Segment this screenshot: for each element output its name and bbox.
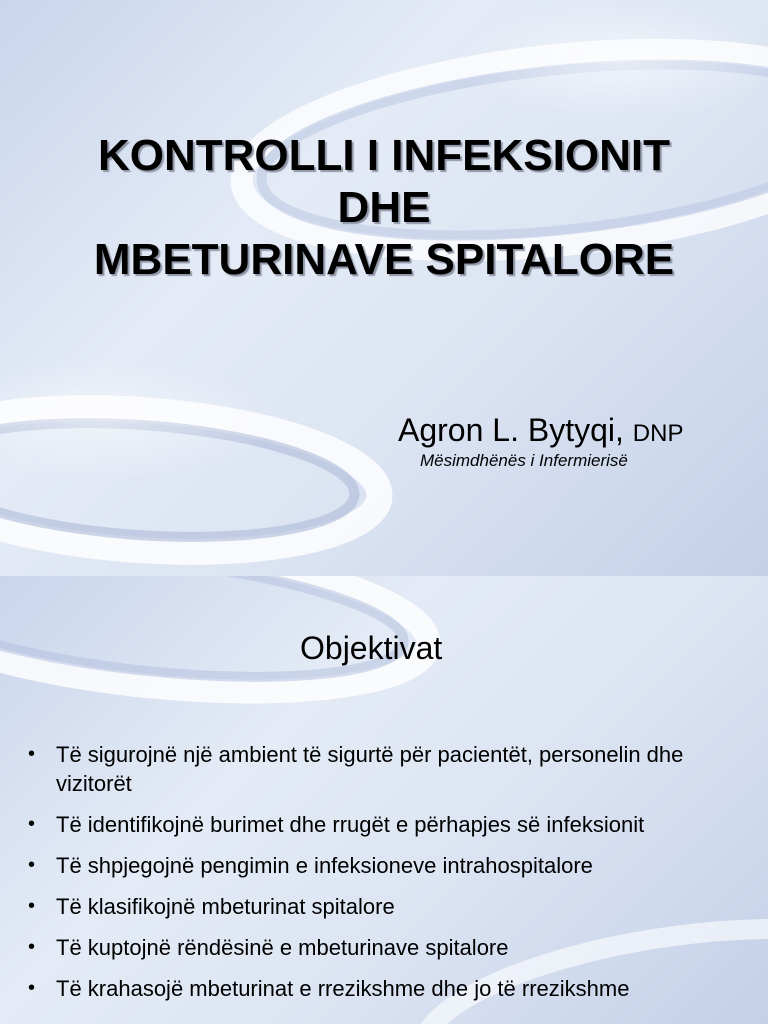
objective-text: Të shpjegojnë pengimin e infeksioneve intrahospitalore [56, 853, 593, 878]
author-credential: DNP [632, 420, 684, 447]
objective-text: Të kuptojnë rëndësinë e mbeturinave spitalore [56, 935, 509, 960]
bullet-icon: • [28, 977, 36, 999]
presentation-title [0, 130, 768, 286]
slide-title: Objektivat [300, 630, 443, 666]
list-item [28, 933, 758, 962]
objective-text: Të sigurojnë një ambient të sigurtë për pacientët, personelin dhe vizitorët [56, 742, 684, 796]
title-line-1: KONTROLLI I INFEKSIONIT [98, 131, 670, 180]
list-item [28, 974, 758, 1003]
bullet-icon: • [28, 743, 36, 765]
author-name: Agron L. Bytyqi, [398, 412, 624, 448]
list-item [28, 810, 758, 839]
title-line-3: MBETURINAVE SPITALORE [93, 235, 675, 284]
list-item [28, 740, 758, 798]
bullet-icon: • [28, 813, 36, 835]
objective-text: Të identifikojnë burimet dhe rrugët e përhapjes së infeksionit [56, 812, 645, 837]
objective-text: Të klasifikojnë mbeturinat spitalore [56, 894, 395, 919]
objective-text: Të krahasojë mbeturinat e rrezikshme dhe jo të rrezikshme [56, 976, 630, 1001]
bullet-icon: • [28, 854, 36, 876]
objectives-list [28, 740, 758, 1015]
objectives-slide [0, 576, 768, 1024]
author-role: Mësimdhënës i Infermierisë [420, 451, 628, 470]
list-item [28, 892, 758, 921]
title-line-2: DHE [337, 183, 431, 232]
list-item [28, 851, 758, 880]
bullet-icon: • [28, 895, 36, 917]
bullet-icon: • [28, 936, 36, 958]
author-block [398, 410, 683, 454]
